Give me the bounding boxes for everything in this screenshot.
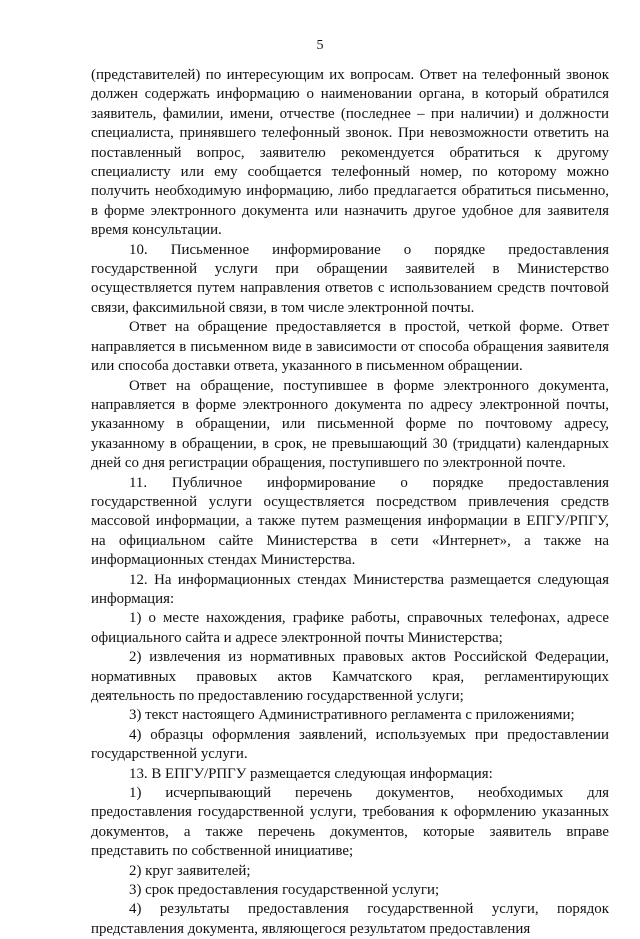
paragraph-item-12: 12. На информационных стендах Министерства размещается следующая информация: — [91, 571, 609, 607]
paragraph-continuation: (представителей) по интересующим их вопросам. Ответ на телефонный звонок должен содержать информацию о наименовании органа, в который обратился заявитель, фамилии, имени, отчестве (последнее – при наличии) и должности специалиста, принявшего телефонный звонок. При невозможности ответить на поставленный вопрос, заявителю рекомендуется обратиться к другому специалисту или ему сообщается телефонный номер, по которому можно получить необходимую информацию, либо предлагается обратиться письменно, в форме электронного документа или назначить другое удобное для заявителя время консультации. — [91, 67, 609, 239]
list-item-13-1: 1) исчерпывающий перечень документов, необходимых для предоставления государственной услуги, требования к оформлению указанных документов, а также перечень документов, которые заявитель вправе представить по собственной инициативе; — [91, 785, 609, 860]
page-number: 5 — [316, 38, 324, 53]
list-item-12-4: 4) образцы оформления заявлений, используемых при предоставлении государственной услуги. — [91, 726, 609, 763]
list-item-13-2: 2) круг заявителей; — [129, 862, 251, 879]
paragraph-item-11: 11. Публичное информирование о порядке предоставления государственной услуги осуществляется посредством привлечения средств массовой информации, а также путем размещения информации в ЕПГУ/РПГУ, на официальном сайте Министерства в сети «Интернет», а также на информационных стендах Министерства. — [91, 474, 609, 569]
list-item-12-2: 2) извлечения из нормативных правовых актов Российской Федерации, нормативных правовых актов Камчатского края, регламентирующих деятельность по предоставлению государственной услуги; — [91, 649, 609, 704]
paragraph-item-13: 13. В ЕПГУ/РПГУ размещается следующая информация: — [129, 765, 493, 782]
document-body — [91, 66, 609, 939]
list-item-12-1: 1) о месте нахождения, графике работы, справочных телефонах, адресе официального сайта и адресе электронной почты Министерства; — [91, 610, 609, 646]
paragraph-item-10: 10. Письменное информирование о порядке предоставления государственной услуги при обращении заявителей в Министерство осуществляется путем направления ответов с использованием средств почтовой связи, факсимильной связи, в том числе электронной почты. — [91, 241, 609, 316]
list-item-13-4: 4) результаты предоставления государственной услуги, порядок представления документа, являющегося результатом предоставления — [91, 901, 609, 937]
paragraph-electronic-answer: Ответ на обращение, поступившее в форме электронного документа, направляется в форме электронного документа по адресу электронной почты, указанному в обращении, или письменной форме по почтовому адресу, указанному в обращении, в срок, не превышающий 30 (тридцати) календарных дней со дня регистрации обращения, поступившего по электронной почте. — [91, 377, 609, 472]
paragraph-answer-form: Ответ на обращение предоставляется в простой, четкой форме. Ответ направляется в письменном виде в зависимости от способа обращения заявителя или способа доставки ответа, указанного в письменном обращении. — [91, 319, 609, 375]
list-item-12-3: 3) текст настоящего Административного регламента с приложениями; — [129, 707, 575, 724]
list-item-13-3: 3) срок предоставления государственной услуги; — [129, 882, 440, 899]
